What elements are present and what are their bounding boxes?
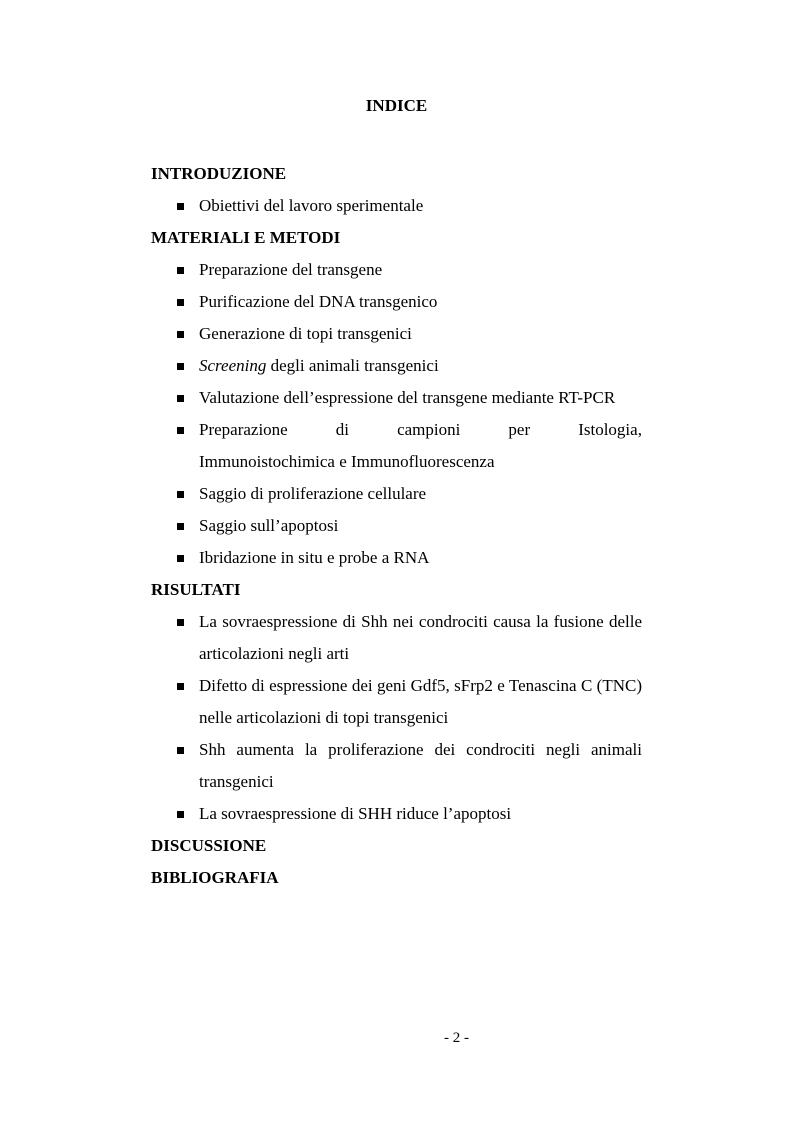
list-item: Shh aumenta la proliferazione dei condrociti negli animali transgenici	[151, 734, 642, 798]
list-item: Generazione di topi transgenici	[151, 318, 642, 350]
list-item: Valutazione dell’espressione del transgene mediante RT-PCR	[151, 382, 642, 414]
section-heading-introduzione: INTRODUZIONE	[151, 164, 287, 183]
bullet-icon	[177, 619, 184, 626]
bullet-icon	[177, 811, 184, 818]
list-item: La sovraespressione di SHH riduce l’apoptosi	[151, 798, 642, 830]
bullet-icon	[177, 427, 184, 434]
page-number: - 2 -	[444, 1030, 469, 1046]
bullet-icon	[177, 747, 184, 754]
bullet-icon	[177, 331, 184, 338]
section-heading-risultati: RISULTATI	[151, 580, 241, 599]
list-item: Obiettivi del lavoro sperimentale	[151, 190, 642, 222]
justified-line: Preparazione di campioni per Istologia,	[199, 420, 642, 439]
bullet-icon	[177, 555, 184, 562]
list-item: Purificazione del DNA transgenico	[151, 286, 642, 318]
section-heading-bibliografia: BIBLIOGRAFIA	[151, 868, 279, 887]
bullet-icon	[177, 363, 184, 370]
bullet-icon	[177, 299, 184, 306]
bullet-icon	[177, 395, 184, 402]
list-item: Ibridazione in situ e probe a RNA	[151, 542, 642, 574]
bullet-icon	[177, 203, 184, 210]
list-item: Saggio sull’apoptosi	[151, 510, 642, 542]
list-item: Screening degli animali transgenici	[151, 350, 642, 382]
list-item: Preparazione di campioni per Istologia, Immunoistochimica e Immunofluorescenza	[151, 414, 642, 478]
bullet-icon	[177, 267, 184, 274]
list-item: La sovraespressione di Shh nei condrociti causa la fusione delle articolazioni negli arti	[151, 606, 642, 670]
bullet-icon	[177, 523, 184, 530]
list-item: Difetto di espressione dei geni Gdf5, sFrp2 e Tenascina C (TNC) nelle articolazioni di topi transgenici	[151, 670, 642, 734]
bullet-icon	[177, 683, 184, 690]
section-heading-materiali-e-metodi: MATERIALI E METODI	[151, 228, 341, 247]
list-item: Preparazione del transgene	[151, 254, 642, 286]
table-of-contents	[151, 158, 642, 894]
bullet-icon	[177, 491, 184, 498]
section-heading-discussione: DISCUSSIONE	[151, 836, 267, 855]
list-item: Saggio di proliferazione cellulare	[151, 478, 642, 510]
page-title: INDICE	[365, 96, 428, 115]
italic-term: Screening	[199, 356, 267, 375]
